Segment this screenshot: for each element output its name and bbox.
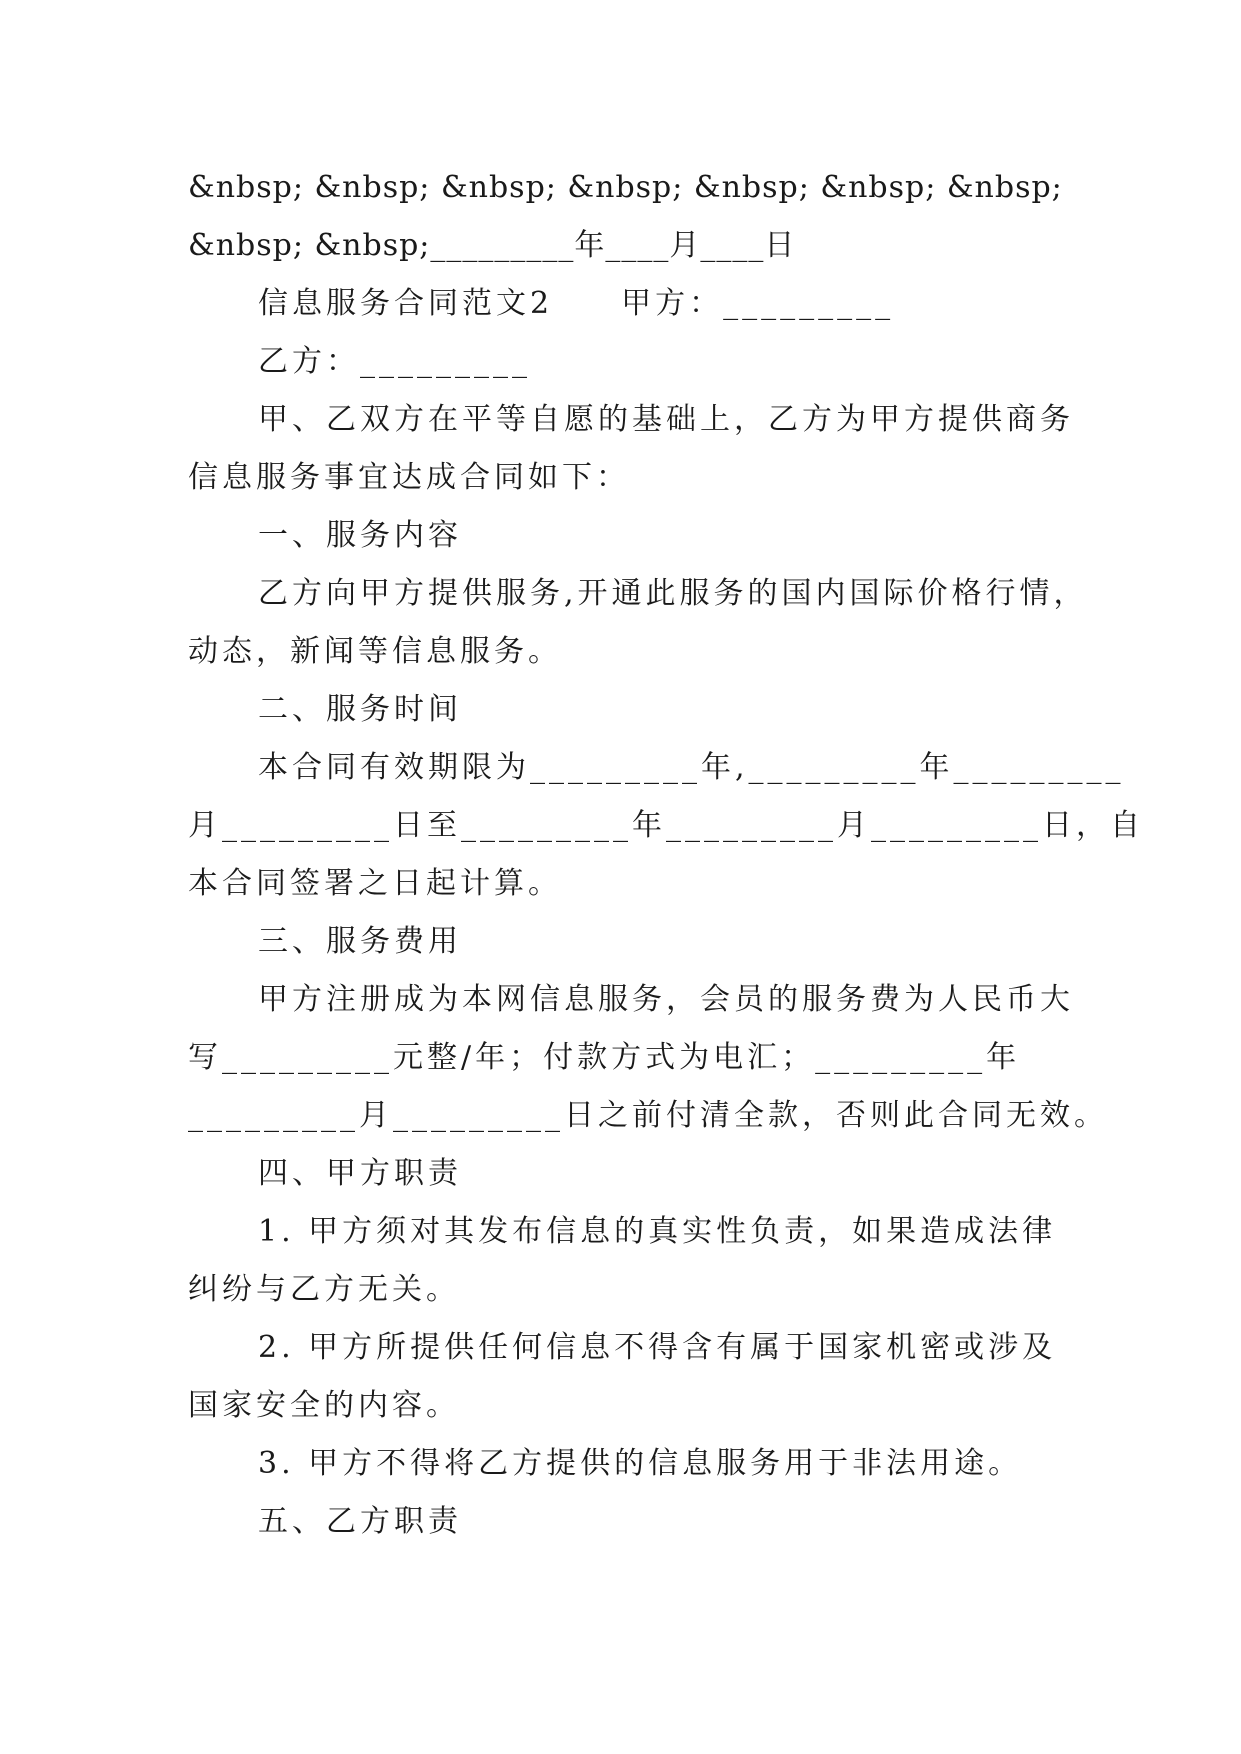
- section-2-line-1: 本合同有效期限为_________年,_________年_________: [258, 750, 1125, 785]
- clause-4-2-line-1: 2. 甲方所提供任何信息不得含有属于国家机密或涉及: [258, 1330, 1057, 1365]
- nbsp-line-1: &nbsp; &nbsp; &nbsp; &nbsp; &nbsp; &nbsp; &nbsp;: [188, 170, 1063, 205]
- clause-4-2-line-2: 国家安全的内容。: [188, 1388, 460, 1423]
- section-heading-4: 四、甲方职责: [258, 1156, 462, 1191]
- clause-4-3: 3. 甲方不得将乙方提供的信息服务用于非法用途。: [258, 1446, 1023, 1481]
- contract-title-party-a: 信息服务合同范文2 甲方：_________: [258, 286, 895, 321]
- clause-4-1-line-1: 1. 甲方须对其发布信息的真实性负责，如果造成法律: [258, 1214, 1057, 1249]
- section-heading-3: 三、服务费用: [258, 924, 462, 959]
- section-heading-2: 二、服务时间: [258, 692, 462, 727]
- intro-paragraph-line-2: 信息服务事宜达成合同如下：: [188, 460, 630, 495]
- section-1-line-1: 乙方向甲方提供服务,开通此服务的国内国际价格行情，: [258, 576, 1088, 611]
- party-b-line: 乙方：_________: [258, 344, 531, 379]
- section-1-line-2: 动态，新闻等信息服务。: [188, 634, 562, 669]
- intro-paragraph-line-1: 甲、乙双方在平等自愿的基础上，乙方为甲方提供商务: [258, 402, 1074, 437]
- section-2-line-2: 月_________日至_________年_________月_________日，自: [188, 808, 1144, 843]
- section-3-line-3: _________月_________日之前付清全款，否则此合同无效。: [188, 1098, 1108, 1133]
- section-heading-1: 一、服务内容: [258, 518, 462, 553]
- nbsp-date-line: &nbsp; &nbsp;_________年____月____日: [188, 228, 796, 263]
- section-heading-5: 五、乙方职责: [258, 1504, 462, 1539]
- section-3-line-1: 甲方注册成为本网信息服务，会员的服务费为人民币大: [258, 982, 1074, 1017]
- section-3-line-2: 写_________元整/年；付款方式为电汇；_________年: [188, 1040, 1021, 1075]
- section-2-line-3: 本合同签署之日起计算。: [188, 866, 562, 901]
- clause-4-1-line-2: 纠纷与乙方无关。: [188, 1272, 460, 1307]
